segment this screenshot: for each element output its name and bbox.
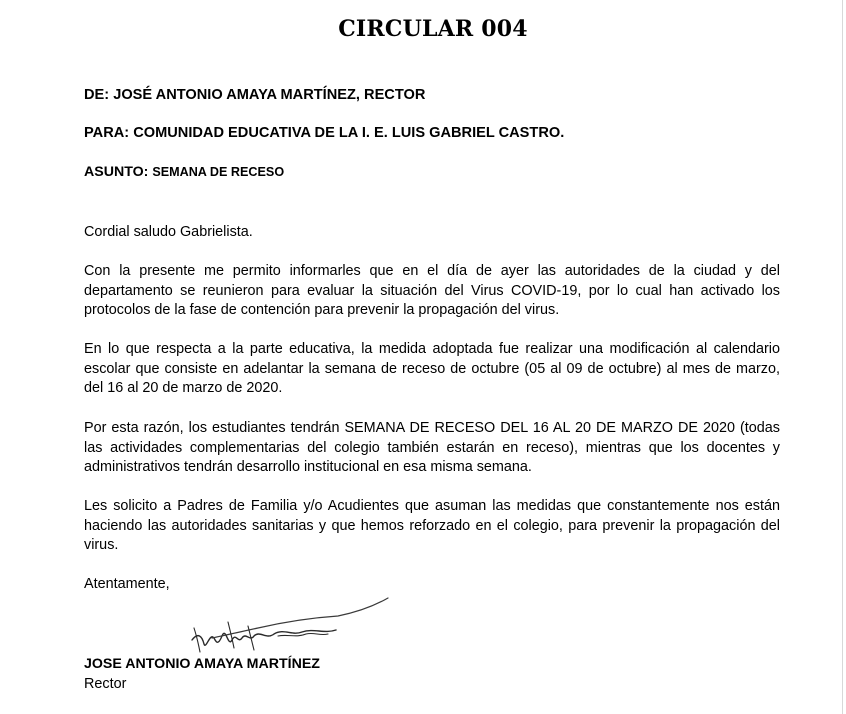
header-to-value: COMUNIDAD EDUCATIVA DE LA I. E. LUIS GABRIEL CASTRO. — [133, 125, 565, 141]
body-paragraph: Les solicito a Padres de Familia y/o Acudientes que asuman las medidas que constantemente nos están haciendo las autoridades sanitarias y que hemos reforzado en el colegio, para prevenir la propagación del virus. — [84, 498, 780, 554]
header-to-label: PARA: — [84, 125, 130, 141]
body-paragraph: En lo que respecta a la parte educativa, la medida adoptada fue realizar una modificación al calendario escolar que consiste en adelantar la semana de receso de octubre (05 al 09 de octubre) al mes de marzo, del 16 al 20 de marzo de 2020. — [84, 341, 780, 397]
header-from-value: JOSÉ ANTONIO AMAYA MARTÍNEZ, RECTOR — [113, 87, 426, 103]
header-from-label: DE: — [84, 87, 110, 103]
signature-scribble — [188, 592, 408, 662]
header-from — [84, 86, 425, 106]
signer-role: Rector — [84, 676, 127, 692]
page-edge — [842, 0, 843, 714]
signer-name: JOSE ANTONIO AMAYA MARTÍNEZ — [84, 656, 320, 672]
header-subject — [84, 163, 284, 183]
document-title: CIRCULAR 004 — [338, 16, 528, 42]
closing: Atentamente, — [84, 576, 170, 592]
body-paragraph: Por esta razón, los estudiantes tendrán SEMANA DE RECESO DEL 16 AL 20 DE MARZO DE 2020 (todas las actividades complementarias del colegio también estarán en receso), mientras que los docentes y administrativos tendrán desarrollo institucional en esa misma semana. — [84, 420, 780, 476]
body-paragraph: Con la presente me permito informarles que en el día de ayer las autoridades de la ciudad y del departamento se reunieron para evaluar la situación del Virus COVID-19, por lo cual han activado los protocolos de la fase de contención para prevenir la propagación del virus. — [84, 263, 780, 319]
header-subject-value: SEMANA DE RECESO — [152, 165, 285, 179]
greeting: Cordial saludo Gabrielista. — [84, 224, 253, 240]
header-subject-label: ASUNTO: — [84, 164, 149, 180]
header-to — [84, 124, 564, 144]
